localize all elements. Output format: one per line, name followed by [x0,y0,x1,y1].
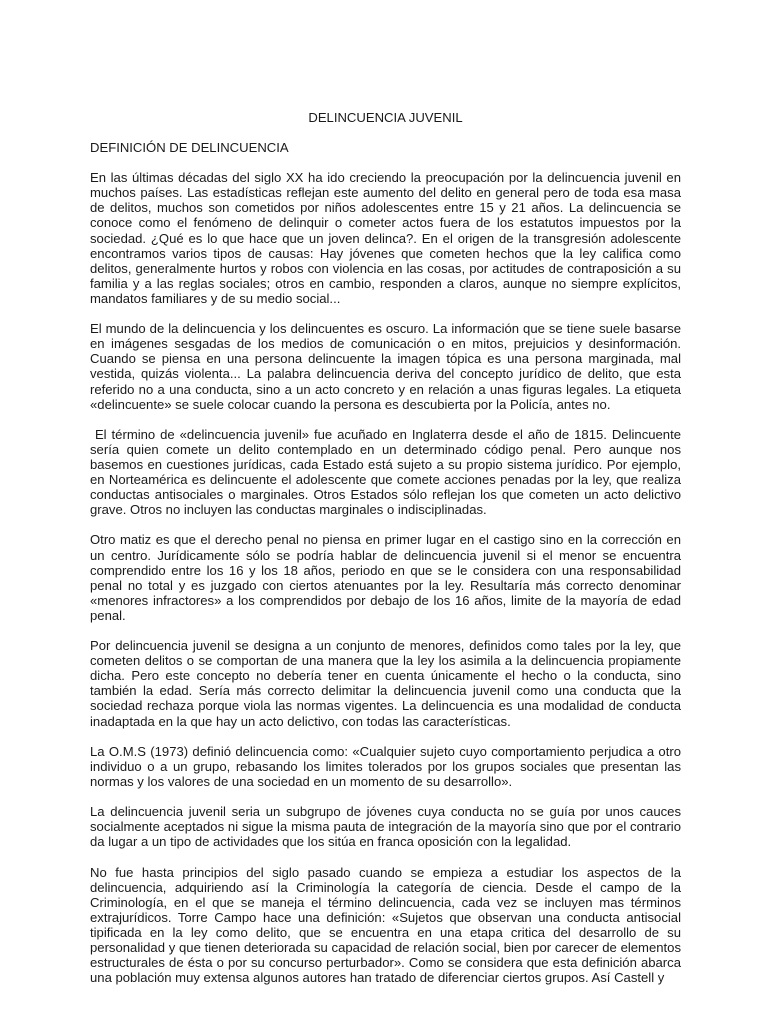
paragraph: El término de «delincuencia juvenil» fue acuñado en Inglaterra desde el año de 1815. Delincuente sería quien comete un delito contemplado en un determinado código penal. Pero aunque nos basemos en cuestiones jurídicas, cada Estado está sujeto a su propio sistema jurídico. Por ejemplo, en Norteamérica es delincuente el adolescente que comete acciones penadas por la ley, que realiza conductas antisociales o marginales. Otros Estados sólo reflejan los que cometen un acto delictivo grave. Otros no incluyen las conductas marginales o indisciplinadas. [90,426,685,518]
document-body [90,110,685,1000]
document-title: DELINCUENCIA JUVENIL [308,110,463,125]
paragraph: La O.M.S (1973) definió delincuencia como: «Cualquier sujeto cuyo comportamiento perjudica a otro individuo o a un grupo, rebasando los limites tolerados por los grupos sociales que presentan las normas y los valores de una sociedad en un momento de su desarrollo». [90,743,681,789]
paragraph: Por delincuencia juvenil se designa a un conjunto de menores, definidos como tales por la ley, que cometen delitos o se comportan de una manera que la ley los asimila a la delincuencia propiamente dicha. Pero este concepto no debería tener en cuenta únicamente el hecho o la conducta, sino también la edad. Sería más correcto delimitar la delincuencia juvenil como una conducta que la sociedad rechaza porque viola las normas vigentes. La delincuencia es una modalidad de conducta inadaptada en la que hay un acto delictivo, con todas las características. [90,638,681,729]
paragraph: No fue hasta principios del siglo pasado cuando se empieza a estudiar los aspectos de la delincuencia, adquiriendo así la Criminología la categoría de ciencia. Desde el campo de la Criminología, en el que se maneja el término delincuencia, cada vez se incluyen mas términos extrajurídicos. Torre Campo hace una definición: «Sujetos que observan una conducta antisocial tipificada en la ley como delito, que se encuentra en una etapa critica del desarrollo de su personalidad y que tienen deteriorada su capacidad de relación social, bien por carecer de elementos estructurales de ésta o por su concurso perturbador». Como se considera que esta definición abarca una población muy extensa algunos autores han tratado de diferenciar ciertos grupos. Así Castell y [90,864,681,986]
paragraph: El mundo de la delincuencia y los delincuentes es oscuro. La información que se tiene suele basarse en imágenes sesgadas de los medios de comunicación o en mitos, prejuicios y desinformación. Cuando se piensa en una persona delincuente la imagen tópica es una persona marginada, mal vestida, quizás violenta... La palabra delincuencia deriva del concepto jurídico de delito, que esta referido no a una conducta, sino a un acto concreto y en relación a unas figuras legales. La etiqueta «delincuente» se suele colocar cuando la persona es descubierta por la Policía, antes no. [90,321,681,412]
paragraph: Otro matiz es que el derecho penal no piensa en primer lugar en el castigo sino en la corrección en un centro. Jurídicamente sólo se podría hablar de delincuencia juvenil si el menor se encuentra comprendido entre los 16 y los 18 años, periodo en que se le considera con una responsabilidad penal no total y es juzgado con ciertos atenuantes por la ley. Resultaría más correcto denominar «menores infractores» a los comprendidos por debajo de los 16 años, limite de la mayoría de edad penal. [90,532,681,623]
paragraph: En las últimas décadas del siglo XX ha ido creciendo la preocupación por la delincuencia juvenil en muchos países. Las estadísticas reflejan este aumento del delito en general pero de toda esa masa de delitos, muchos son cometidos por niños adolescentes entre 15 y 21 años. La delincuencia se conoce como el fenómeno de delinquir o cometer actos fuera de los estatutos impuestos por la sociedad. ¿Qué es lo que hace que un joven delinca?. En el origen de la transgresión adolescente encontramos varios tipos de causas: Hay jóvenes que cometen hechos que la ley califica como delitos, generalmente hurtos y robos con violencia en las cosas, por actitudes de contraposición a su familia y a las reglas sociales; otros en cambio, responden a claros, aunque no siempre explícitos, mandatos familiares y de su medio social... [90,170,681,306]
paragraph: La delincuencia juvenil seria un subgrupo de jóvenes cuya conducta no se guía por unos cauces socialmente aceptados ni sigue la misma pauta de integración de la mayoría sino que por el contrario da lugar a un tipo de actividades que los sitúa en franca oposición con la legalidad. [90,804,681,850]
section-heading: DEFINICIÓN DE DELINCUENCIA [90,140,289,156]
